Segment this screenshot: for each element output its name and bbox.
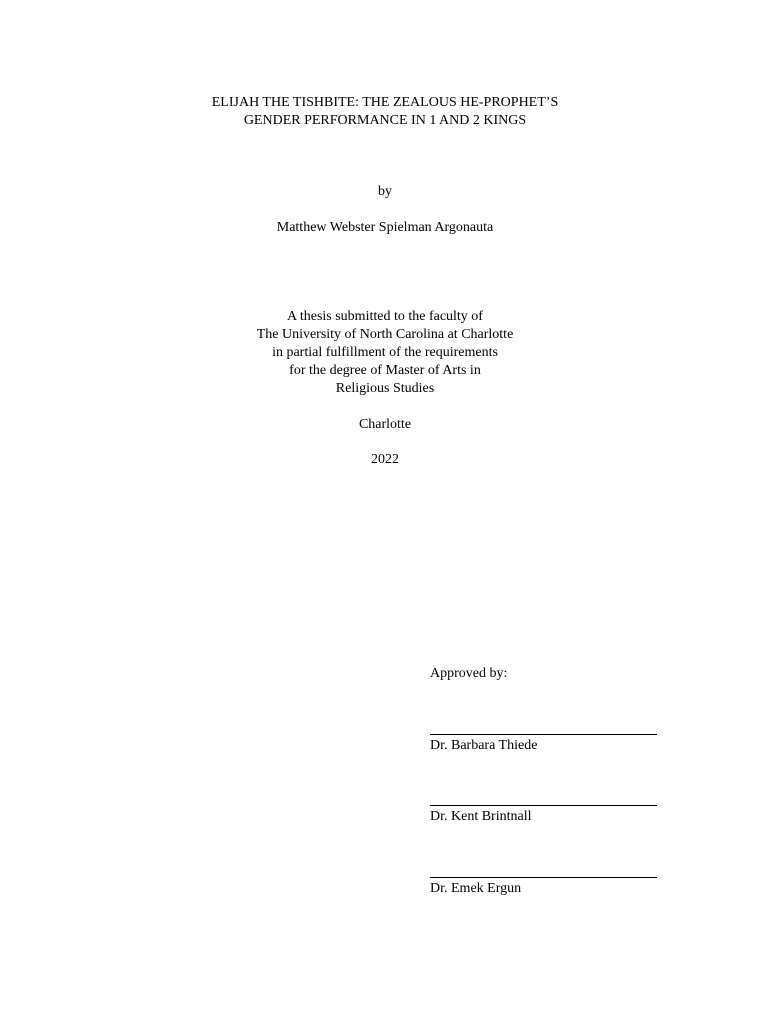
signatory-name: Dr. Emek Ergun — [430, 881, 522, 896]
by-label: by — [378, 184, 392, 199]
thesis-title-line-1: ELIJAH THE TISHBITE: THE ZEALOUS HE-PROPHET’S — [211, 95, 559, 110]
signatory-name: Dr. Barbara Thiede — [430, 738, 538, 753]
submission-line-1: A thesis submitted to the faculty of — [287, 309, 483, 324]
signatory-name: Dr. Kent Brintnall — [430, 809, 532, 824]
approved-by-label: Approved by: — [430, 666, 508, 681]
submission-line-5: Religious Studies — [335, 381, 435, 396]
signature-line — [430, 877, 657, 878]
submission-line-2: The University of North Carolina at Charlotte — [256, 327, 514, 342]
location: Charlotte — [358, 417, 412, 432]
author-name: Matthew Webster Spielman Argonauta — [276, 220, 494, 235]
signature-line — [430, 734, 657, 735]
submission-line-3: in partial fulfillment of the requirements — [272, 345, 498, 360]
thesis-title-line-2: GENDER PERFORMANCE IN 1 AND 2 KINGS — [243, 113, 527, 128]
submission-line-4: for the degree of Master of Arts in — [289, 363, 481, 378]
year: 2022 — [371, 452, 399, 467]
signature-line — [430, 805, 657, 806]
